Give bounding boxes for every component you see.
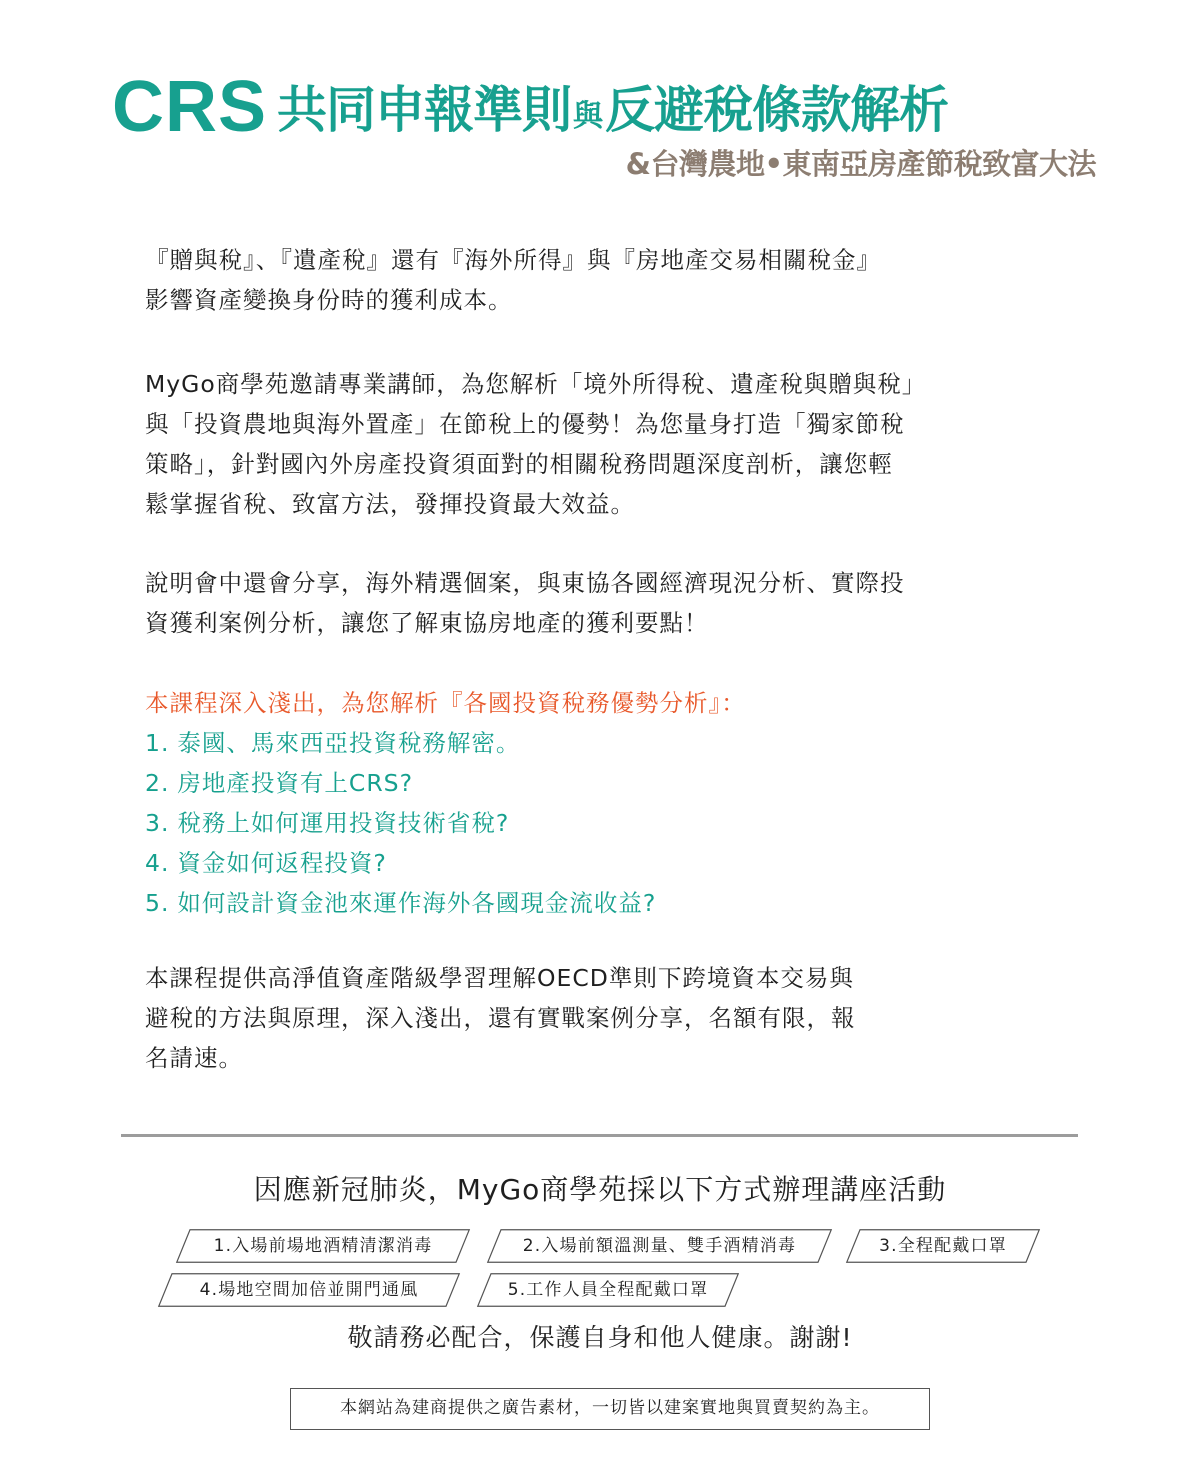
paragraph-mygo-intro — [145, 364, 926, 524]
measure-label: 3.全程配戴口罩 — [879, 1236, 1007, 1256]
title-connector: 與 — [573, 99, 604, 134]
paragraph-tax-intro — [145, 240, 881, 320]
page-header — [0, 0, 1200, 200]
list-text: 資金如何返程投資? — [177, 849, 387, 877]
section-divider — [121, 1134, 1078, 1137]
measure-tag-1 — [176, 1229, 470, 1263]
list-number: 1. — [145, 729, 170, 757]
measure-tag-4 — [158, 1273, 460, 1307]
list-text: 如何設計資金池來運作海外各國現金流收益? — [177, 889, 657, 917]
text-line: 鬆掌握省稅、致富方法，發揮投資最大效益。 — [145, 490, 635, 518]
list-number: 4. — [145, 849, 170, 877]
title-part-2: 反避稅條款解析 — [605, 81, 949, 139]
text-line: 策略」，針對國內外房產投資須面對的相關稅務問題深度剖析，讓您輕 — [145, 450, 893, 478]
text-line: MyGo商學苑邀請專業講師，為您解析「境外所得稅、遺產稅與贈與稅」 — [145, 370, 927, 398]
ad-disclaimer: 本網站為建商提供之廣告素材，一切皆以建案實地與買賣契約為主。 — [290, 1388, 930, 1430]
highlight-item-4 — [145, 843, 746, 883]
highlights-heading: 本課程深入淺出，為您解析『各國投資稅務優勢分析』： — [145, 689, 746, 717]
measure-label: 5.工作人員全程配戴口罩 — [507, 1280, 709, 1300]
measure-label: 2.入場前額溫測量、雙手酒精消毒 — [522, 1236, 797, 1256]
measure-tag-2 — [487, 1229, 832, 1263]
course-highlights — [145, 683, 746, 923]
paragraph-seminar-sharing — [145, 563, 905, 643]
highlight-item-3 — [145, 803, 746, 843]
list-text: 泰國、馬來西亞投資稅務解密。 — [177, 729, 521, 757]
page-title — [112, 67, 949, 147]
measure-label: 4.場地空間加倍並開門通風 — [199, 1280, 419, 1300]
text-line: 與「投資農地與海外置產」在節稅上的優勢！為您量身打造「獨家節稅 — [145, 410, 905, 438]
text-line: 避稅的方法與原理，深入淺出，還有實戰案例分享，名額有限，報 — [145, 1004, 856, 1032]
list-number: 3. — [145, 809, 170, 837]
text-line: 名請速。 — [145, 1044, 243, 1072]
text-line: 本課程提供高淨值資產階級學習理解OECD準則下跨境資本交易與 — [145, 964, 854, 992]
highlight-item-1 — [145, 723, 746, 763]
paragraph-course-offer — [145, 958, 856, 1078]
highlight-item-5 — [145, 883, 746, 923]
measure-tag-3 — [846, 1229, 1040, 1263]
list-number: 2. — [145, 769, 170, 797]
text-line: 影響資產變換身份時的獲利成本。 — [145, 286, 513, 314]
list-number: 5. — [145, 889, 170, 917]
text-line: 說明會中還會分享，海外精選個案，與東協各國經濟現況分析、實際投 — [145, 569, 905, 597]
title-crs: CRS — [112, 67, 268, 147]
title-part-1: 共同申報準則 — [277, 81, 572, 139]
measure-tag-5 — [477, 1273, 739, 1307]
page-subtitle: &台灣農地•東南亞房產節稅致富大法 — [625, 147, 1096, 181]
closing-message: 敬請務必配合，保護自身和他人健康。謝謝! — [347, 1323, 853, 1352]
covid-notice-title: 因應新冠肺炎，MyGo商學苑採以下方式辦理講座活動 — [253, 1173, 947, 1206]
list-text: 房地產投資有上CRS? — [177, 769, 414, 797]
text-line: 『贈與稅』、『遺產稅』還有『海外所得』與『房地產交易相關稅金』 — [145, 246, 881, 274]
highlight-item-2 — [145, 763, 746, 803]
list-text: 稅務上如何運用投資技術省稅? — [177, 809, 510, 837]
measure-label: 1.入場前場地酒精清潔消毒 — [213, 1236, 433, 1256]
text-line: 資獲利案例分析，讓您了解東協房地產的獲利要點！ — [145, 609, 709, 637]
